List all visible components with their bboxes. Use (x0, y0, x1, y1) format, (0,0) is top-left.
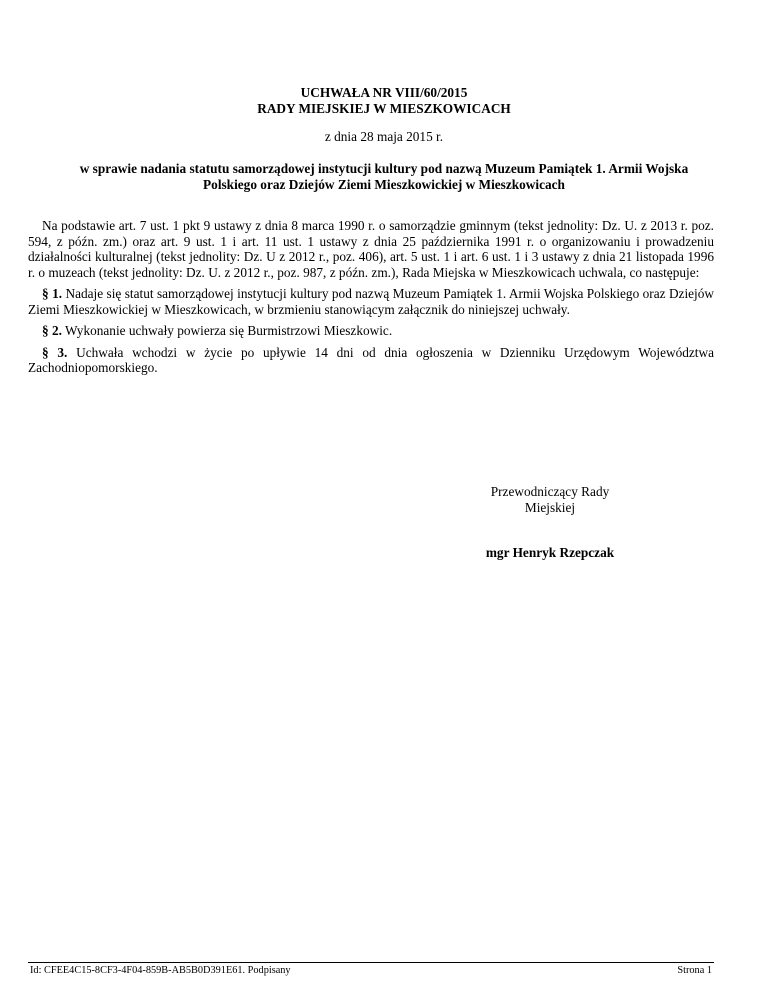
resolution-body (28, 218, 714, 382)
document-header (0, 85, 768, 116)
resolution-subject (40, 161, 728, 192)
subject-line-2: Polskiego oraz Dziejów Ziemi Mieszkowickiej w Mieszkowicach (203, 176, 565, 192)
section-3 (28, 345, 714, 376)
section-1 (28, 286, 714, 317)
section-3-text: Uchwała wchodzi w życie po upływie 14 dni od dnia ogłoszenia w Dzienniku Urzędowym Województwa Zachodniopomorskiego. (28, 344, 714, 375)
signature-title-line-2: Miejskiej (524, 499, 576, 515)
section-3-number: § 3. (42, 344, 68, 360)
council-name: RADY MIEJSKIEJ W MIESZKOWICACH (257, 100, 511, 116)
section-2-number: § 2. (42, 323, 62, 338)
section-2 (28, 323, 714, 339)
subject-line-1: w sprawie nadania statutu samorządowej instytucji kultury pod nazwą Muzeum Pamiątek 1. Armii Wojska (79, 161, 689, 176)
preamble: Na podstawie art. 7 ust. 1 pkt 9 ustawy z dnia 8 marca 1990 r. o samorządzie gminnym (tekst jednolity: Dz. U. z 2013 r. poz. 594, z późn. zm.) oraz art. 9 ust. 1 i art. 11 ust. 1 ustawy z dnia 25 października 1991 r. o organizowaniu i prowadzeniu działalności kulturalnej (tekst jednolity: Dz. U z 2012 r., poz. 406), art. 5 ust. 1 i art. 6 ust. 1 i 3 ustawy z dnia 21 listopada 1996 r. o muzeach (tekst jednolity: Dz. U. z 2012 r., poz. 987, z późn. zm.), Rada Miejska w Mieszkowicach uchwala, co następuje: (28, 218, 714, 280)
signature-title (460, 484, 640, 515)
signature-title-line-1: Przewodniczący Rady (490, 484, 610, 499)
signatory-name: mgr Henryk Rzepczak (485, 545, 615, 560)
footer-divider (28, 962, 714, 963)
document-id: Id: CFEE4C15-8CF3-4F04-859B-AB5B0D391E61. Podpisany (30, 965, 291, 976)
resolution-number: UCHWAŁA NR VIII/60/2015 (300, 85, 468, 100)
section-1-number: § 1. (42, 286, 63, 301)
resolution-date: z dnia 28 maja 2015 r. (324, 129, 444, 144)
page-number: Strona 1 (677, 965, 712, 976)
section-2-text: Wykonanie uchwały powierza się Burmistrzowi Mieszkowic. (65, 323, 393, 338)
section-1-text: Nadaje się statut samorządowej instytucji kultury pod nazwą Muzeum Pamiątek 1. Armii Wojska Polskiego oraz Dziejów Ziemi Mieszkowickiej w Mieszkowicach, w brzmieniu stanowiącym załącznik do niniejszej uchwały. (28, 286, 714, 317)
